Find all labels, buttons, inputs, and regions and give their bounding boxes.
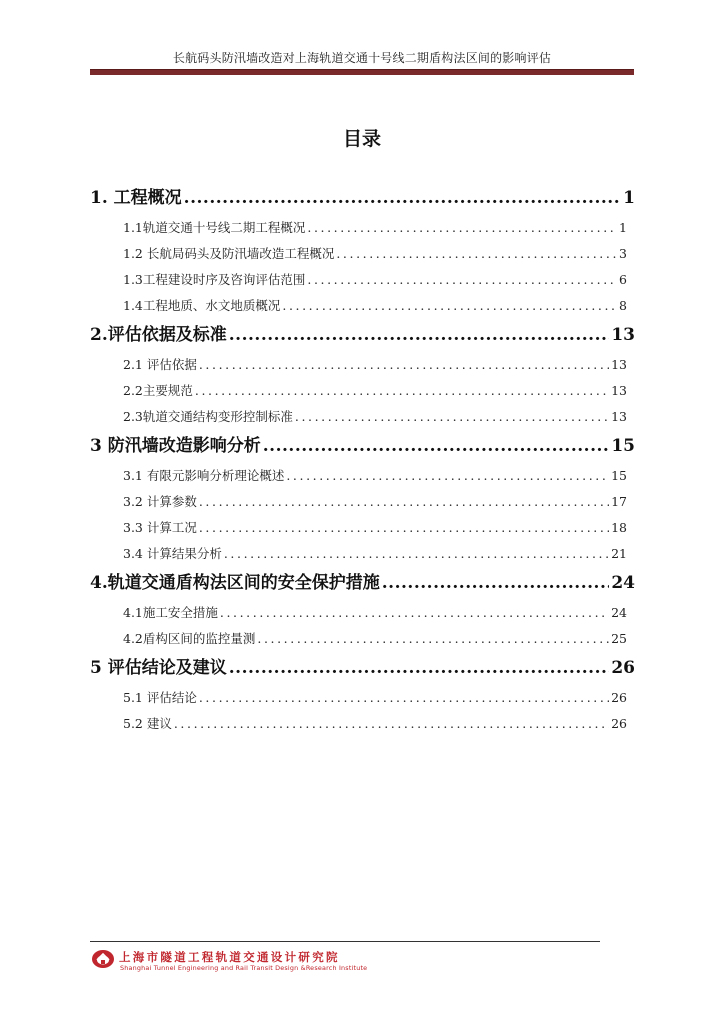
- toc-page-number: 26: [611, 658, 635, 678]
- toc-leader-dots: [195, 378, 609, 404]
- toc-section-entry[interactable]: [90, 378, 635, 404]
- toc-leader-dots: [220, 600, 609, 626]
- toc-entry-text: 2.1 评估依据: [123, 357, 197, 372]
- toc-leader-dots: [307, 215, 617, 241]
- footer-org-name-en: Shanghai Tunnel Engineering and Rail Transit Design &Research Institute: [120, 964, 368, 972]
- toc-leader-dots: [229, 319, 610, 352]
- toc-leader-dots: [199, 352, 609, 378]
- toc-leader-dots: [199, 685, 609, 711]
- toc-entry-text: 4.1施工安全措施: [123, 605, 218, 620]
- toc-entry-text: 3 防汛墙改造影响分析: [90, 436, 261, 456]
- toc-section-entry[interactable]: [90, 404, 635, 430]
- toc-entry-text: 5.1 评估结论: [123, 690, 197, 705]
- toc-section-entry[interactable]: [90, 352, 635, 378]
- toc-chapter-entry[interactable]: [90, 182, 635, 215]
- footer-org-name-cn: 上海市隧道工程轨道交通设计研究院: [119, 950, 340, 964]
- toc-entry-text: 2.评估依据及标准: [90, 325, 227, 345]
- toc-entry-text: 4.2盾构区间的监控量测: [123, 631, 256, 646]
- toc-entry-text: 3.2 计算参数: [123, 494, 197, 509]
- toc-chapter-entry[interactable]: [90, 319, 635, 352]
- toc-section-entry[interactable]: [90, 293, 635, 319]
- toc-entry-text: 2.3轨道交通结构变形控制标准: [123, 409, 293, 424]
- toc-leader-dots: [174, 711, 609, 737]
- toc-leader-dots: [229, 652, 610, 685]
- toc-page-number: 24: [611, 605, 627, 620]
- toc-page-number: 15: [611, 436, 635, 456]
- toc-entry-text: 2.2主要规范: [123, 383, 193, 398]
- toc-section-entry[interactable]: [90, 626, 635, 652]
- toc-leader-dots: [307, 267, 617, 293]
- toc-section-entry[interactable]: [90, 267, 635, 293]
- toc-page-number: 17: [611, 494, 627, 509]
- toc-section-entry[interactable]: [90, 215, 635, 241]
- toc-entry-text: 1.2 长航局码头及防汛墙改造工程概况: [123, 246, 335, 261]
- toc-section-entry[interactable]: [90, 463, 635, 489]
- toc-page-number: 3: [619, 246, 627, 261]
- toc-leader-dots: [282, 293, 617, 319]
- footer-rule: [90, 941, 600, 942]
- toc-page-number: 1: [623, 188, 635, 208]
- toc-section-entry[interactable]: [90, 515, 635, 541]
- toc-leader-dots: [382, 567, 610, 600]
- toc-chapter-entry[interactable]: [90, 567, 635, 600]
- toc-entry-text: 3.4 计算结果分析: [123, 546, 222, 561]
- institute-logo-icon: [90, 945, 116, 971]
- toc-page-number: 26: [611, 690, 627, 705]
- toc-leader-dots: [224, 541, 609, 567]
- toc-page-number: 25: [611, 631, 627, 646]
- toc-chapter-entry[interactable]: [90, 652, 635, 685]
- toc-section-entry[interactable]: [90, 541, 635, 567]
- toc-page-number: 1: [619, 220, 627, 235]
- toc-section-entry[interactable]: [90, 685, 635, 711]
- toc-page-number: 13: [611, 357, 627, 372]
- running-header-title: 长航码头防汛墙改造对上海轨道交通十号线二期盾构法区间的影响评估: [172, 51, 552, 65]
- toc-section-entry[interactable]: [90, 600, 635, 626]
- toc-page-number: 21: [611, 546, 627, 561]
- toc-leader-dots: [199, 489, 609, 515]
- toc-leader-dots: [263, 430, 610, 463]
- toc-entry-text: 3.3 计算工况: [123, 520, 197, 535]
- toc-entry-text: 4.轨道交通盾构法区间的安全保护措施: [90, 573, 380, 593]
- toc-leader-dots: [257, 626, 609, 652]
- toc-entry-text: 5 评估结论及建议: [90, 658, 227, 678]
- toc-page-number: 26: [611, 716, 627, 731]
- toc-entry-text: 1.4工程地质、水文地质概况: [123, 298, 281, 313]
- toc-entry-text: 5.2 建议: [123, 716, 172, 731]
- toc-page-number: 15: [611, 468, 627, 483]
- toc-leader-dots: [199, 515, 609, 541]
- table-of-contents: [90, 182, 635, 737]
- toc-leader-dots: [336, 241, 617, 267]
- toc-section-entry[interactable]: [90, 711, 635, 737]
- toc-leader-dots: [184, 182, 621, 215]
- toc-page-number: 18: [611, 520, 627, 535]
- toc-page-number: 6: [619, 272, 627, 287]
- toc-section-entry[interactable]: [90, 489, 635, 515]
- toc-page-number: 8: [619, 298, 627, 313]
- toc-heading: 目录: [342, 128, 381, 150]
- toc-leader-dots: [295, 404, 609, 430]
- toc-page-number: 24: [611, 573, 635, 593]
- toc-page-number: 13: [611, 383, 627, 398]
- toc-page-number: 13: [611, 325, 635, 345]
- toc-leader-dots: [286, 463, 609, 489]
- toc-entry-text: 1.1轨道交通十号线二期工程概况: [123, 220, 306, 235]
- toc-entry-text: 3.1 有限元影响分析理论概述: [123, 468, 285, 483]
- toc-entry-text: 1.3工程建设时序及咨询评估范围: [123, 272, 306, 287]
- header-rule: [90, 69, 634, 75]
- toc-entry-text: 1. 工程概况: [90, 188, 182, 208]
- toc-page-number: 13: [611, 409, 627, 424]
- toc-section-entry[interactable]: [90, 241, 635, 267]
- toc-chapter-entry[interactable]: [90, 430, 635, 463]
